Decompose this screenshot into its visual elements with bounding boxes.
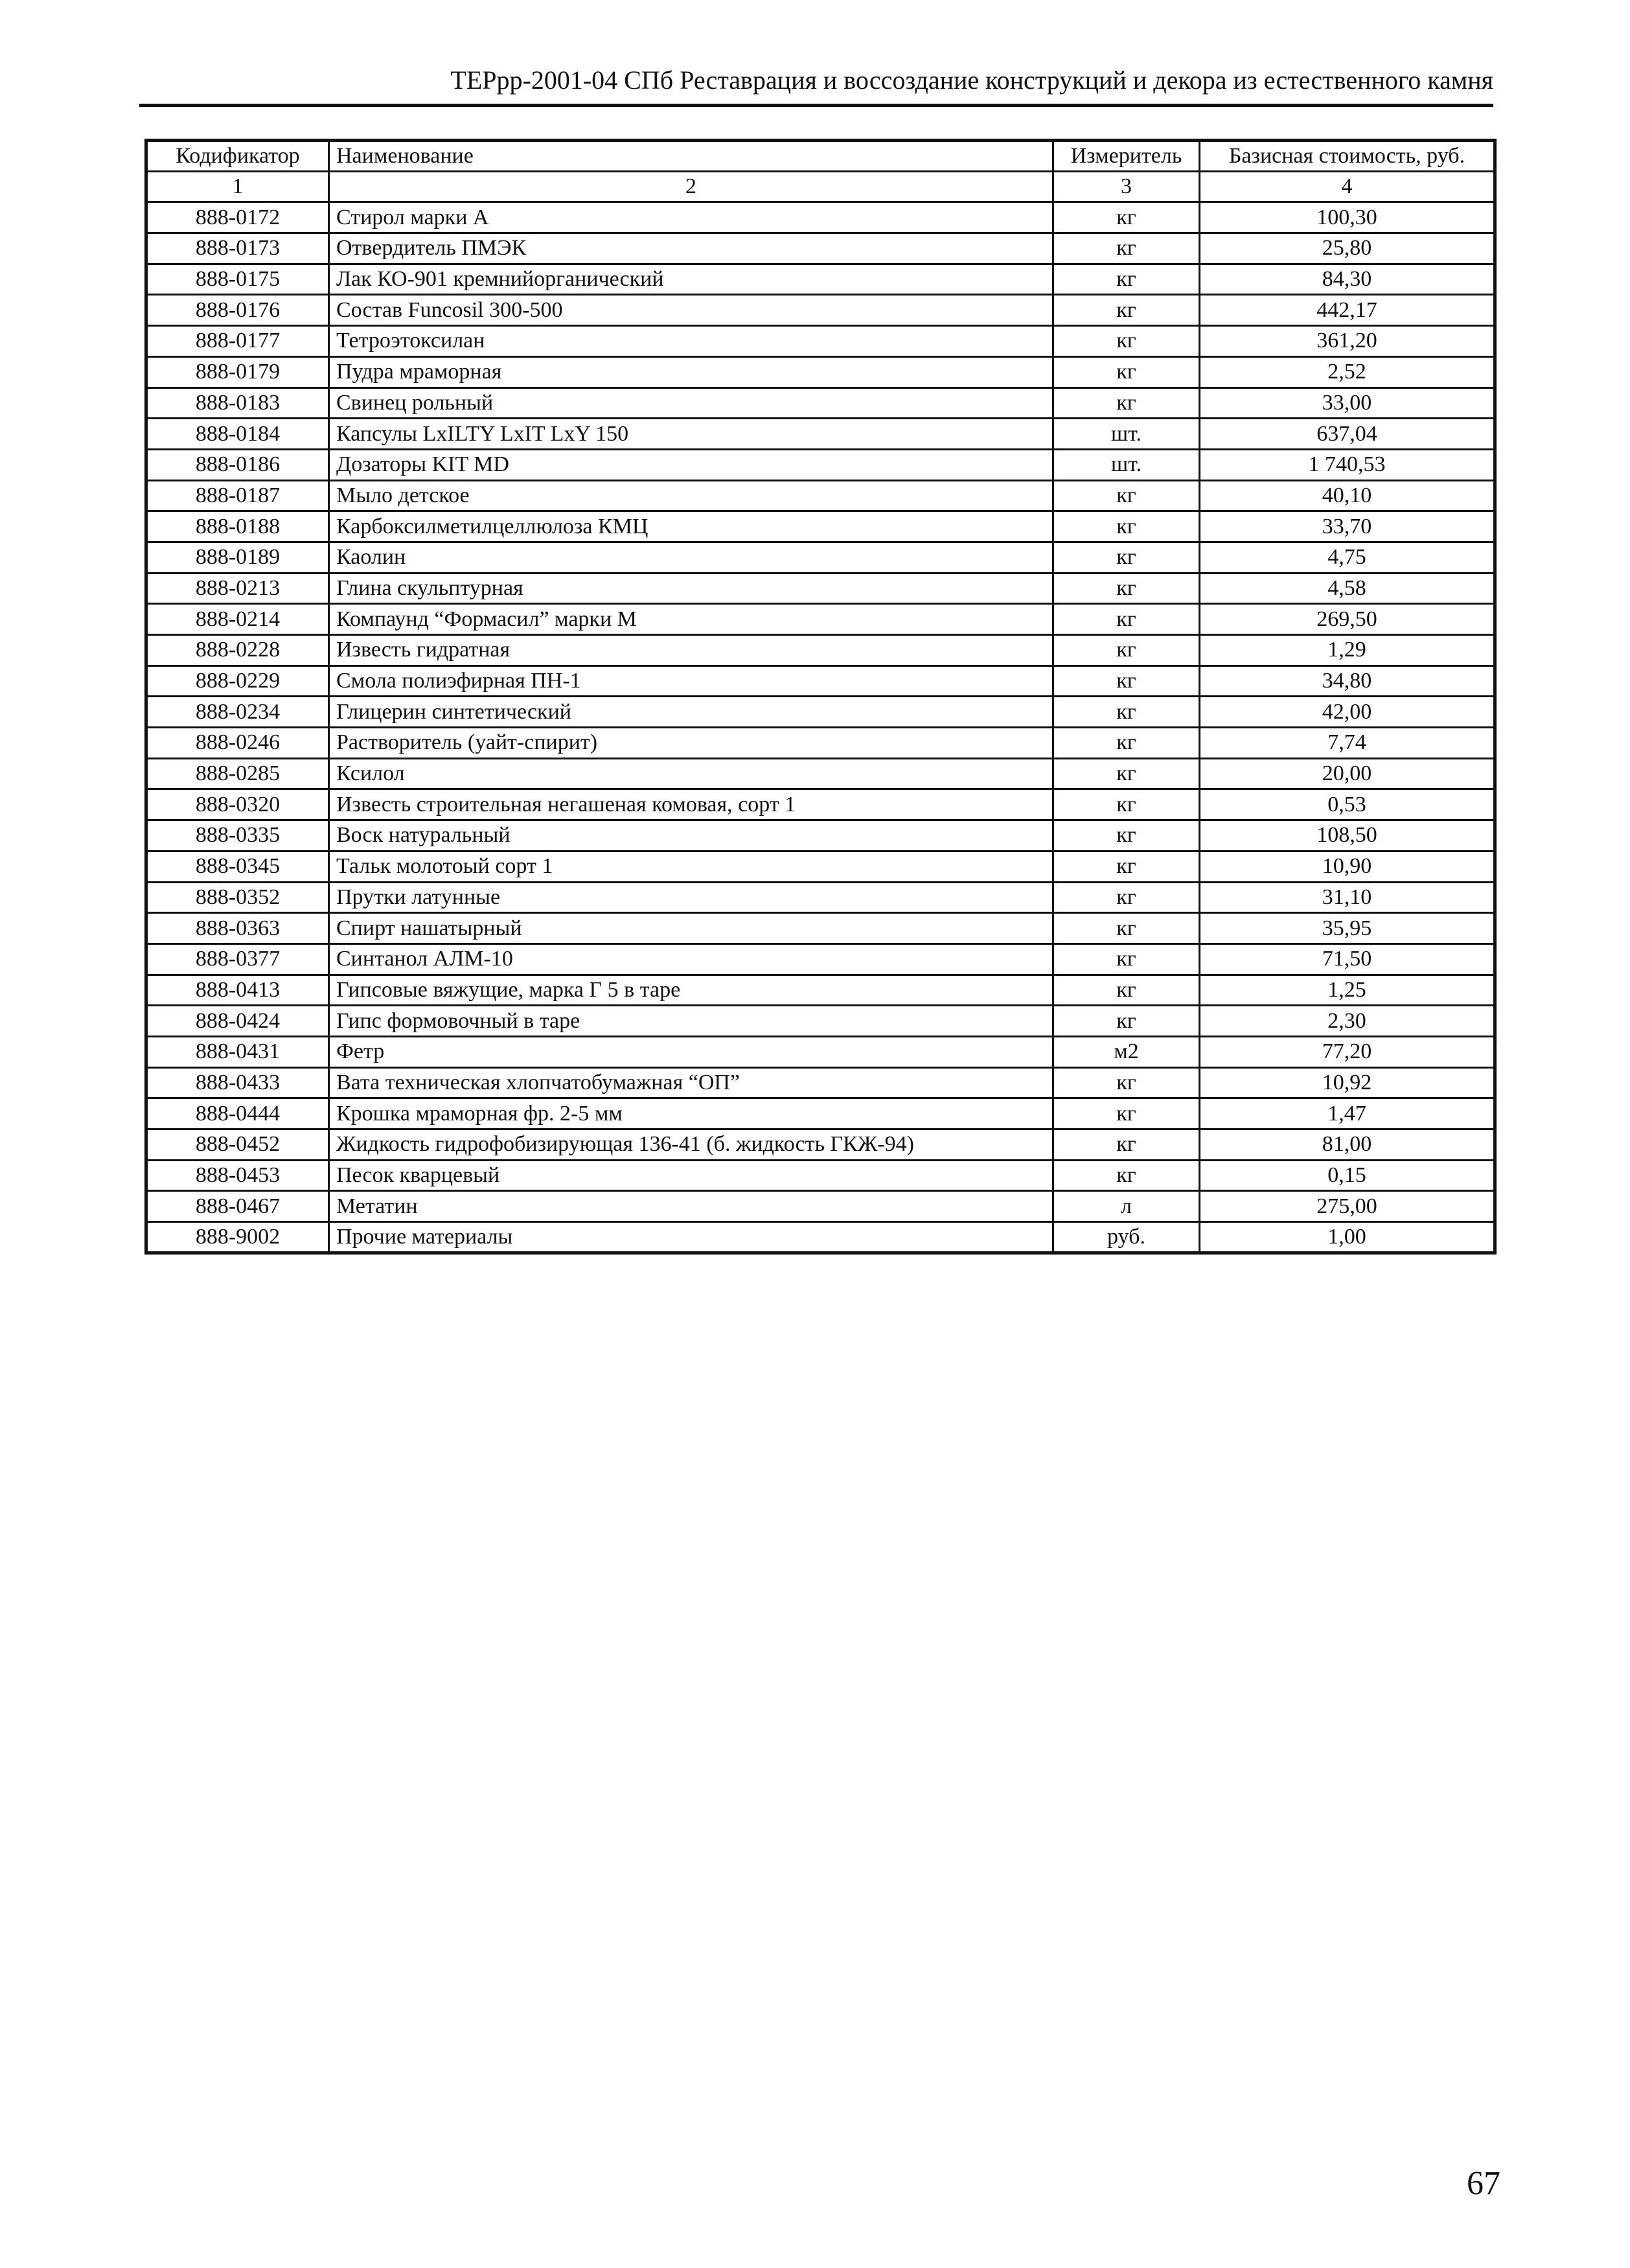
cell-name: Дозаторы KIT MD <box>329 449 1053 480</box>
cell-name: Карбоксилметилцеллюлоза КМЦ <box>329 511 1053 542</box>
header-name: Наименование <box>329 141 1053 172</box>
cell-price: 84,30 <box>1200 264 1495 295</box>
cell-code: 888-0175 <box>146 264 329 295</box>
cell-unit: кг <box>1053 326 1200 357</box>
cell-code: 888-9002 <box>146 1222 329 1253</box>
cell-unit: руб. <box>1053 1222 1200 1253</box>
table-row <box>146 264 1495 295</box>
cell-unit: кг <box>1053 480 1200 511</box>
table-row <box>146 233 1495 264</box>
cell-name: Тетроэтоксилан <box>329 326 1053 357</box>
cell-unit: кг <box>1053 542 1200 573</box>
cell-code: 888-0188 <box>146 511 329 542</box>
cell-name: Жидкость гидрофобизирующая 136-41 (б. жидкость ГКЖ-94) <box>329 1129 1053 1161</box>
cell-name: Мыло детское <box>329 480 1053 511</box>
table-row <box>146 449 1495 480</box>
cell-price: 1,29 <box>1200 635 1495 666</box>
cell-unit: кг <box>1053 1129 1200 1161</box>
cell-name: Крошка мраморная фр. 2-5 мм <box>329 1098 1053 1129</box>
cell-price: 7,74 <box>1200 728 1495 759</box>
column-number-2: 2 <box>329 171 1053 202</box>
cell-price: 108,50 <box>1200 820 1495 851</box>
cell-unit: кг <box>1053 728 1200 759</box>
cell-price: 31,10 <box>1200 882 1495 913</box>
table-row <box>146 882 1495 913</box>
table-row <box>146 480 1495 511</box>
cell-price: 269,50 <box>1200 604 1495 635</box>
cell-price: 42,00 <box>1200 697 1495 728</box>
table-header-row <box>146 141 1495 172</box>
cell-code: 888-0467 <box>146 1191 329 1222</box>
column-number-3: 3 <box>1053 171 1200 202</box>
cell-price: 1,00 <box>1200 1222 1495 1253</box>
cell-name: Гипс формовочный в таре <box>329 1006 1053 1037</box>
cell-name: Гипсовые вяжущие, марка Г 5 в таре <box>329 975 1053 1006</box>
cell-unit: кг <box>1053 604 1200 635</box>
table-row <box>146 295 1495 326</box>
cell-price: 1,47 <box>1200 1098 1495 1129</box>
cell-name: Ксилол <box>329 758 1053 789</box>
cell-code: 888-0177 <box>146 326 329 357</box>
cell-code: 888-0187 <box>146 480 329 511</box>
table-row <box>146 356 1495 388</box>
cell-price: 1 740,53 <box>1200 449 1495 480</box>
cell-unit: л <box>1053 1191 1200 1222</box>
table-row <box>146 511 1495 542</box>
cell-code: 888-0444 <box>146 1098 329 1129</box>
cell-price: 442,17 <box>1200 295 1495 326</box>
table-row <box>146 202 1495 233</box>
cell-unit: кг <box>1053 1160 1200 1191</box>
cell-name: Пудра мраморная <box>329 356 1053 388</box>
cell-name: Прочие материалы <box>329 1222 1053 1253</box>
cell-code: 888-0335 <box>146 820 329 851</box>
cell-unit: кг <box>1053 295 1200 326</box>
cell-price: 4,58 <box>1200 573 1495 604</box>
cell-code: 888-0176 <box>146 295 329 326</box>
table-row <box>146 1222 1495 1253</box>
cell-unit: м2 <box>1053 1036 1200 1067</box>
cell-code: 888-0320 <box>146 789 329 820</box>
cell-price: 10,92 <box>1200 1067 1495 1098</box>
cell-code: 888-0213 <box>146 573 329 604</box>
cell-unit: кг <box>1053 388 1200 419</box>
cell-code: 888-0453 <box>146 1160 329 1191</box>
page-number: 67 <box>1467 2165 1500 2202</box>
table-row <box>146 758 1495 789</box>
cell-code: 888-0345 <box>146 851 329 882</box>
column-number-1: 1 <box>146 171 329 202</box>
cell-unit: кг <box>1053 1067 1200 1098</box>
header-unit: Измеритель <box>1053 141 1200 172</box>
cell-price: 81,00 <box>1200 1129 1495 1161</box>
cell-price: 35,95 <box>1200 913 1495 944</box>
cell-price: 0,15 <box>1200 1160 1495 1191</box>
cell-unit: шт. <box>1053 449 1200 480</box>
table-row <box>146 975 1495 1006</box>
cell-price: 33,70 <box>1200 511 1495 542</box>
cell-name: Каолин <box>329 542 1053 573</box>
cell-price: 71,50 <box>1200 943 1495 975</box>
cell-name: Известь гидратная <box>329 635 1053 666</box>
cell-price: 77,20 <box>1200 1036 1495 1067</box>
cell-code: 888-0352 <box>146 882 329 913</box>
cell-price: 2,52 <box>1200 356 1495 388</box>
cell-name: Тальк молотоый сорт 1 <box>329 851 1053 882</box>
table-row <box>146 789 1495 820</box>
cell-unit: кг <box>1053 820 1200 851</box>
cell-code: 888-0285 <box>146 758 329 789</box>
cell-price: 637,04 <box>1200 419 1495 450</box>
cell-code: 888-0172 <box>146 202 329 233</box>
table-row <box>146 728 1495 759</box>
table-row <box>146 665 1495 697</box>
cell-unit: кг <box>1053 697 1200 728</box>
table-row <box>146 820 1495 851</box>
cell-price: 10,90 <box>1200 851 1495 882</box>
cell-unit: кг <box>1053 882 1200 913</box>
page-header <box>139 62 1493 107</box>
table-row <box>146 388 1495 419</box>
header-code: Кодификатор <box>146 141 329 172</box>
column-number-4: 4 <box>1200 171 1495 202</box>
materials-table <box>144 139 1497 1255</box>
cell-unit: кг <box>1053 758 1200 789</box>
cell-price: 40,10 <box>1200 480 1495 511</box>
table-row <box>146 1036 1495 1067</box>
table-row <box>146 1006 1495 1037</box>
cell-code: 888-0189 <box>146 542 329 573</box>
cell-unit: шт. <box>1053 419 1200 450</box>
cell-price: 361,20 <box>1200 326 1495 357</box>
cell-unit: кг <box>1053 975 1200 1006</box>
table-row <box>146 1160 1495 1191</box>
cell-name: Глина скульптурная <box>329 573 1053 604</box>
cell-name: Спирт нашатырный <box>329 913 1053 944</box>
cell-price: 25,80 <box>1200 233 1495 264</box>
cell-price: 20,00 <box>1200 758 1495 789</box>
cell-code: 888-0173 <box>146 233 329 264</box>
cell-name: Смола полиэфирная ПН-1 <box>329 665 1053 697</box>
cell-unit: кг <box>1053 1006 1200 1037</box>
table-row <box>146 697 1495 728</box>
cell-code: 888-0431 <box>146 1036 329 1067</box>
cell-price: 2,30 <box>1200 1006 1495 1037</box>
cell-unit: кг <box>1053 264 1200 295</box>
cell-code: 888-0363 <box>146 913 329 944</box>
cell-code: 888-0184 <box>146 419 329 450</box>
table-row <box>146 635 1495 666</box>
cell-code: 888-0234 <box>146 697 329 728</box>
cell-price: 100,30 <box>1200 202 1495 233</box>
cell-price: 4,75 <box>1200 542 1495 573</box>
column-number-row <box>146 171 1495 202</box>
cell-unit: кг <box>1053 635 1200 666</box>
cell-code: 888-0179 <box>146 356 329 388</box>
table-row <box>146 943 1495 975</box>
table-row <box>146 1067 1495 1098</box>
cell-name: Отвердитель ПМЭК <box>329 233 1053 264</box>
cell-name: Воск натуральный <box>329 820 1053 851</box>
cell-code: 888-0433 <box>146 1067 329 1098</box>
cell-name: Вата техническая хлопчатобумажная “ОП” <box>329 1067 1053 1098</box>
cell-unit: кг <box>1053 233 1200 264</box>
table-row <box>146 913 1495 944</box>
cell-name: Свинец рольный <box>329 388 1053 419</box>
table-row <box>146 542 1495 573</box>
cell-name: Известь строительная негашеная комовая, сорт 1 <box>329 789 1053 820</box>
cell-name: Синтанол АЛМ-10 <box>329 943 1053 975</box>
cell-name: Капсулы LxILTY LxIT LxY 150 <box>329 419 1053 450</box>
cell-name: Фетр <box>329 1036 1053 1067</box>
header-price: Базисная стоимость, руб. <box>1200 141 1495 172</box>
cell-code: 888-0246 <box>146 728 329 759</box>
table-row <box>146 573 1495 604</box>
cell-unit: кг <box>1053 573 1200 604</box>
cell-code: 888-0214 <box>146 604 329 635</box>
table-row <box>146 1191 1495 1222</box>
cell-code: 888-0183 <box>146 388 329 419</box>
cell-code: 888-0229 <box>146 665 329 697</box>
cell-price: 0,53 <box>1200 789 1495 820</box>
cell-name: Растворитель (уайт-спирит) <box>329 728 1053 759</box>
cell-unit: кг <box>1053 789 1200 820</box>
cell-unit: кг <box>1053 1098 1200 1129</box>
cell-unit: кг <box>1053 913 1200 944</box>
cell-price: 34,80 <box>1200 665 1495 697</box>
cell-code: 888-0452 <box>146 1129 329 1161</box>
cell-unit: кг <box>1053 356 1200 388</box>
cell-name: Метатин <box>329 1191 1053 1222</box>
cell-price: 1,25 <box>1200 975 1495 1006</box>
table-row <box>146 604 1495 635</box>
cell-unit: кг <box>1053 511 1200 542</box>
table-row <box>146 419 1495 450</box>
cell-name: Прутки латунные <box>329 882 1053 913</box>
cell-code: 888-0186 <box>146 449 329 480</box>
cell-name: Стирол марки А <box>329 202 1053 233</box>
table-row <box>146 1098 1495 1129</box>
table-row <box>146 1129 1495 1161</box>
cell-name: Песок кварцевый <box>329 1160 1053 1191</box>
cell-code: 888-0424 <box>146 1006 329 1037</box>
cell-name: Компаунд “Формасил” марки М <box>329 604 1053 635</box>
cell-code: 888-0413 <box>146 975 329 1006</box>
cell-code: 888-0377 <box>146 943 329 975</box>
cell-code: 888-0228 <box>146 635 329 666</box>
table-row <box>146 851 1495 882</box>
cell-unit: кг <box>1053 202 1200 233</box>
table-body <box>146 202 1495 1253</box>
cell-price: 275,00 <box>1200 1191 1495 1222</box>
cell-unit: кг <box>1053 851 1200 882</box>
cell-unit: кг <box>1053 665 1200 697</box>
cell-price: 33,00 <box>1200 388 1495 419</box>
cell-name: Лак КО-901 кремнийорганический <box>329 264 1053 295</box>
cell-name: Глицерин синтетический <box>329 697 1053 728</box>
cell-name: Состав Funcosil 300-500 <box>329 295 1053 326</box>
table-row <box>146 326 1495 357</box>
cell-unit: кг <box>1053 943 1200 975</box>
document-title: ТЕРрр-2001-04 СПб Реставрация и воссоздание конструкций и декора из естественного камня <box>450 65 1493 95</box>
